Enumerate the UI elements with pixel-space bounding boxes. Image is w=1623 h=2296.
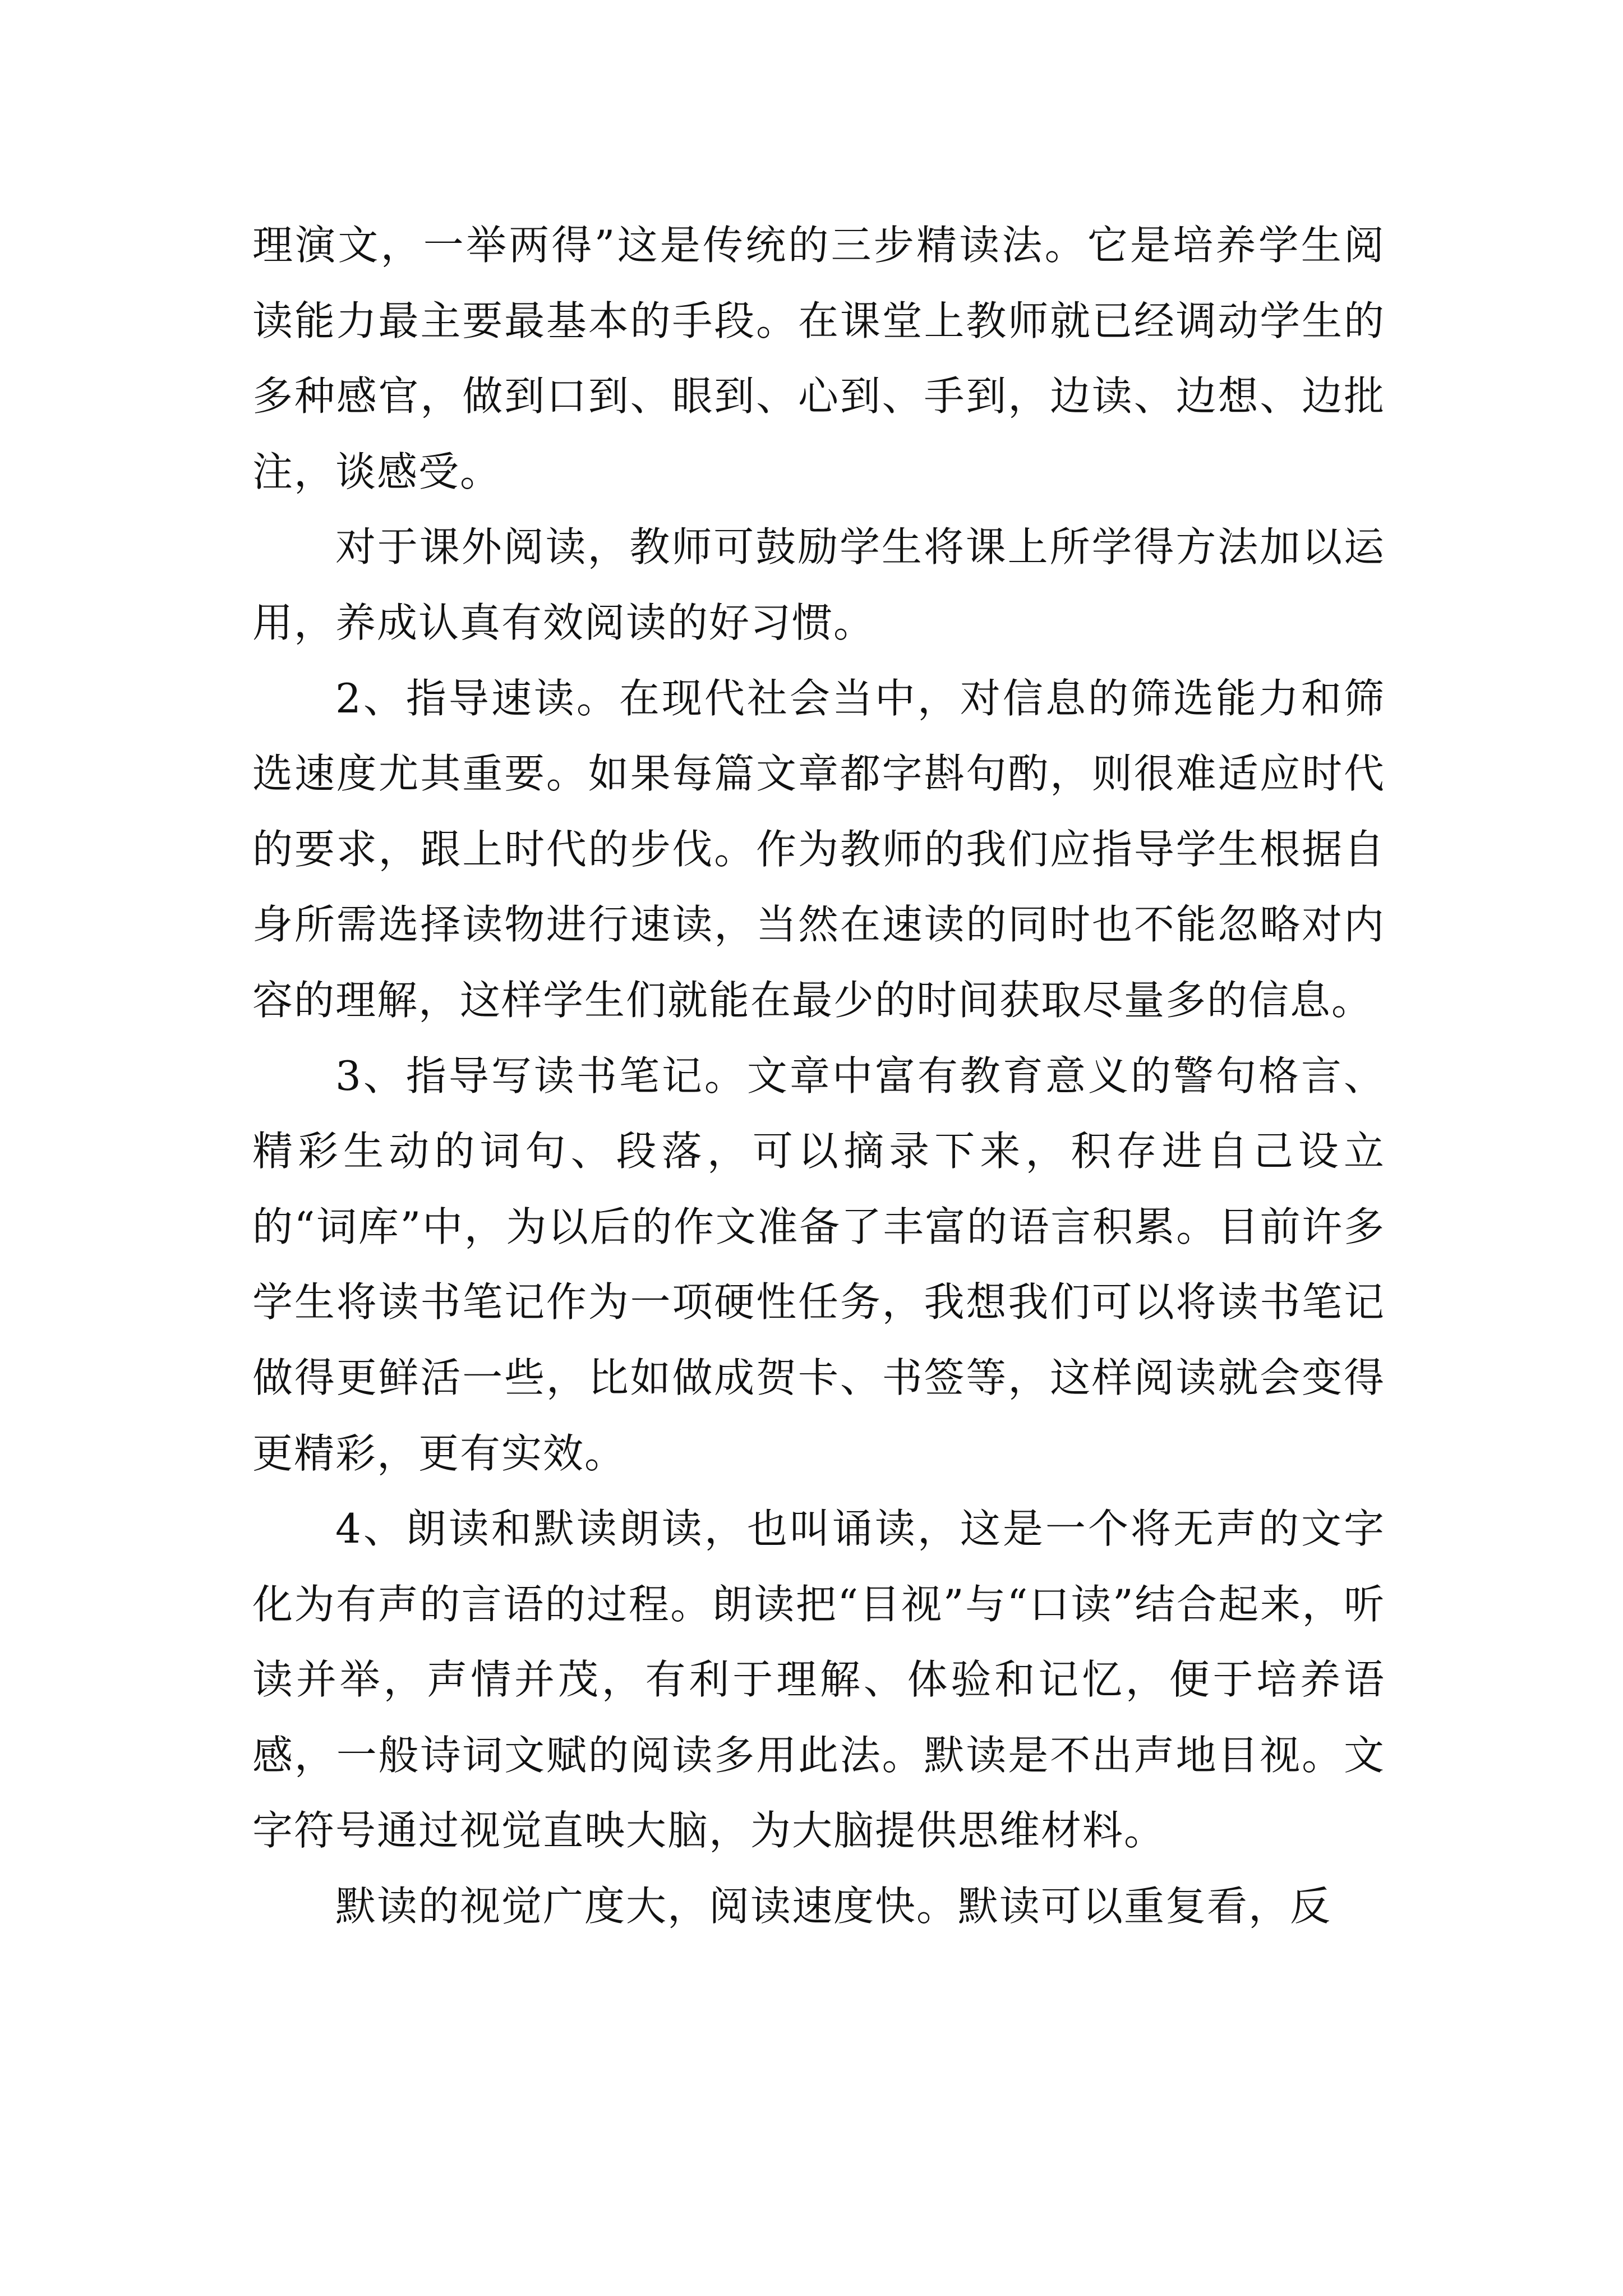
- paragraph-reading-notes: 3、指导写读书笔记。文章中富有教育意义的警句格言、精彩生动的词句、段落，可以摘录下来，积存进自己设立的“词库”中，为以后的作文准备了丰富的语言积累。目前许多学生将读书笔记作为一项硬性任务，我想我们可以将读书笔记做得更鲜活一些，比如做成贺卡、书签等，这样阅读就会变得更精彩，更有实效。: [252, 1052, 1385, 1477]
- paragraph-continuation: 理演文，一举两得”这是传统的三步精读法。它是培养学生阅读能力最主要最基本的手段。在课堂上教师就已经调动学生的多种感官，做到口到、眼到、心到、手到，边读、边想、边批注，谈感受。: [252, 222, 1385, 495]
- paragraph-speed-reading: 2、指导速读。在现代社会当中，对信息的筛选能力和筛选速度尤其重要。如果每篇文章都字斟句酌，则很难适应时代的要求，跟上时代的步伐。作为教师的我们应指导学生根据自身所需选择读物进行速读，当然在速读的同时也不能忽略对内容的理解，这样学生们就能在最少的时间获取尽量多的信息。: [252, 674, 1385, 1024]
- paragraph-extracurricular-reading: 对于课外阅读，教师可鼓励学生将课上所学得方法加以运用，养成认真有效阅读的好习惯。: [252, 523, 1385, 646]
- paragraph-reading-aloud-silent: 4、朗读和默读朗读，也叫诵读，这是一个将无声的文字化为有声的言语的过程。朗读把“目视”与“口读”结合起来，听读并举，声情并茂，有利于理解、体验和记忆，便于培养语感，一般诗词文赋的阅读多用此法。默读是不出声地目视。文字符号通过视觉直映大脑，为大脑提供思维材料。: [252, 1505, 1385, 1855]
- body-text: [252, 208, 1385, 1944]
- paragraph-silent-reading: 默读的视觉广度大，阅读速度快。默读可以重复看，反: [335, 1883, 1332, 1930]
